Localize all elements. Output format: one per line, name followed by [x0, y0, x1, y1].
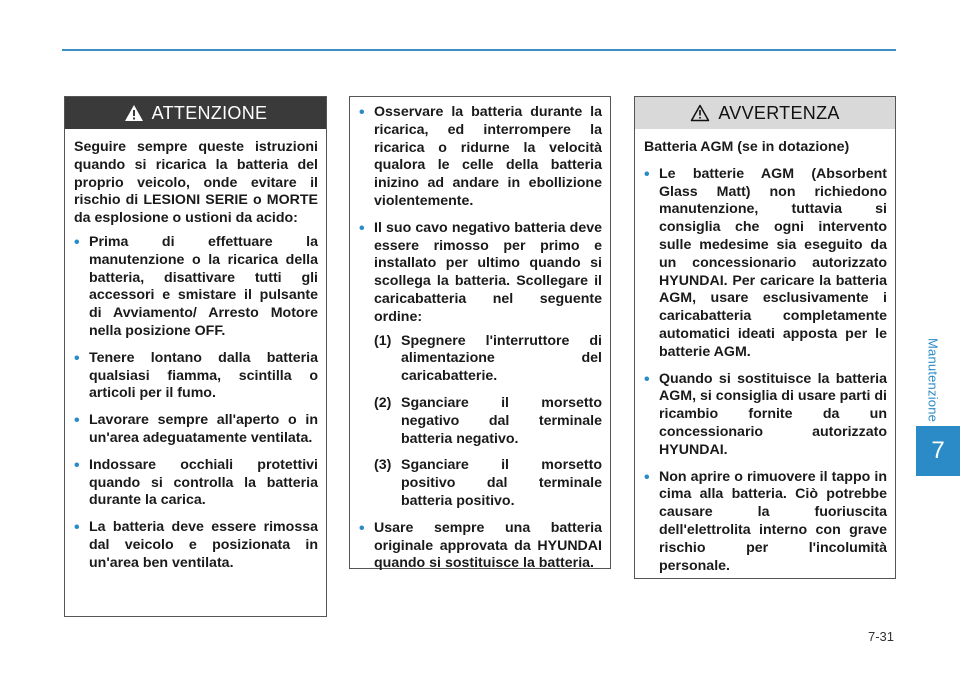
step-item	[376, 333, 602, 386]
continuation-bullet	[359, 220, 602, 511]
avvertenza-header	[635, 97, 895, 129]
continuation-list	[359, 104, 602, 573]
attenzione-bullet: • La batteria deve essere rimossa dal veicolo e posizionata in un'area ben ventilata.	[74, 519, 318, 572]
chapter-tab: 7	[916, 426, 960, 476]
attenzione-bullet: • Prima di effettuare la manutenzione o la ricarica della batteria, disattivare tutti gli accessori e smistare il pulsante di Avviamento/ Arresto Motore nella posizione OFF.	[74, 234, 318, 341]
attenzione-header	[65, 97, 326, 129]
avvertenza-bullet: • Non aprire o rimuovere il tappo in cima alla batteria. Ciò potrebbe causare la fuoriuscita dell'elettrolita interno con grave rischio per l'incolumità personale.	[644, 469, 887, 576]
attenzione-body	[65, 129, 326, 590]
step-number: (1)	[374, 332, 392, 349]
avvertenza-body	[635, 129, 895, 592]
step-text: Sganciare il morsetto negativo dal terminale batteria negativo.	[401, 394, 602, 447]
section-label: Manutenzione	[925, 337, 941, 423]
step-text: Sganciare il morsetto positivo dal terminale batteria positivo.	[401, 457, 602, 509]
disconnect-instruction: Il suo cavo negativo batteria deve essere rimosso per primo e installato per ultimo quando si scollega la batteria. Scollegare il caricabatteria nel seguente ordine:	[374, 219, 602, 325]
warning-triangle-icon	[124, 104, 144, 122]
steps-list	[374, 333, 602, 511]
step-number: (3)	[374, 457, 392, 474]
step-text: Spegnere l'interruttore di alimentazione del caricabatterie.	[401, 332, 602, 385]
attenzione-bullet: • Lavorare sempre all'aperto o in un'area adeguatamente ventilata.	[74, 412, 318, 448]
step-item	[376, 457, 602, 510]
attenzione-box	[64, 96, 327, 617]
continuation-bullet: • Usare sempre una batteria originale approvata da HYUNDAI quando si sostituisce la batteria.	[359, 520, 602, 573]
avvertenza-box	[634, 96, 896, 579]
step-item	[376, 395, 602, 448]
avvertenza-title: AVVERTENZA	[718, 102, 840, 123]
page-number: 7-31	[867, 629, 894, 644]
step-number: (2)	[374, 394, 392, 411]
attenzione-bullet: • Indossare occhiali protettivi quando si controlla la batteria durante la carica.	[74, 457, 318, 510]
continuation-body	[350, 97, 610, 590]
attenzione-title: ATTENZIONE	[151, 102, 268, 123]
continuation-box	[349, 96, 611, 572]
continuation-bullet: • Osservare la batteria durante la ricarica, ed interrompere la ricarica o ridurne la velocità qualora le celle della batteria inizino ad andare in ebollizione violentemente.	[359, 104, 602, 211]
avvertenza-bullet: • Le batterie AGM (Absorbent Glass Matt) non richiedono manutenzione, tuttavia si consiglia che ogni intervento sulle medesime sia eseguito da un concessionario autorizzato HYUNDAI. Per caricare la batteria AGM, usare esclusivamente i caricabatteria completamente automatici ideati apposta per le batterie AGM.	[644, 166, 887, 362]
attenzione-list	[74, 234, 318, 573]
avvertenza-intro: Batteria AGM (se in dotazione)	[644, 139, 850, 155]
attenzione-intro: Seguire sempre queste istruzioni quando si ricarica la batteria del proprio veicolo, onde evitare il rischio di LESIONI SERIE o MORTE da esplosione o ustioni da acido:	[74, 139, 318, 227]
warning-triangle-icon	[690, 104, 710, 122]
avvertenza-bullet: • Quando si sostituisce la batteria AGM, si consiglia di usare parti di ricambio fornite da un concessionario autorizzato HYUNDAI.	[644, 371, 887, 460]
avvertenza-list	[644, 166, 887, 576]
attenzione-bullet: • Tenere lontano dalla batteria qualsiasi fiamma, scintilla o articoli per il fumo.	[74, 350, 318, 403]
top-rule	[62, 49, 896, 51]
